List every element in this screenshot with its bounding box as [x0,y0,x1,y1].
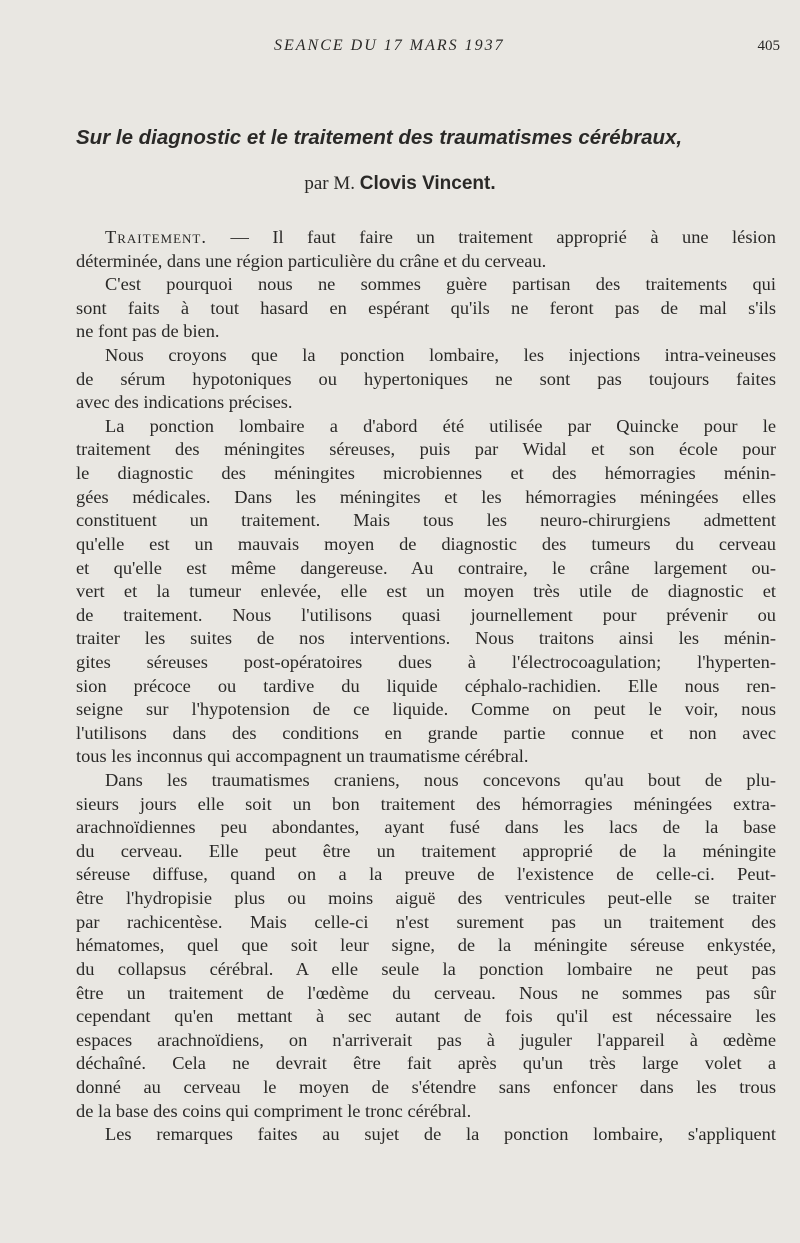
text-line: le diagnostic des méningites microbiennes et des hémorragies ménin- [76,463,776,484]
text-line: déchaîné. Cela ne devrait être fait après qu'un très large volet a [76,1053,776,1074]
text-line: être l'hydropisie plus ou moins aiguë des ventricules peut-elle se traiter [76,888,776,909]
text-line: traiter les suites de nos interventions. Nous traitons ainsi les ménin- [76,628,776,649]
author-name: Clovis Vincent. [359,173,496,194]
running-title: SEANCE DU 17 MARS 1937 [274,37,505,54]
text-line: l'utilisons dans des conditions en grande partie connue et non avec [76,722,776,743]
text-line: donné au cerveau le moyen de s'étendre sans enfoncer dans les trous [76,1076,776,1097]
text-line: de traitement. Nous l'utilisons quasi journellement pour prévenir ou [76,604,776,625]
text-line: traitement des méningites séreuses, puis par Widal et son école pour [76,439,776,460]
text-line: C'est pourquoi nous ne sommes guère partisan des traitements qui [105,274,776,295]
body-text [76,226,776,1147]
text-line: tous les inconnus qui accompagnent un traumatisme cérébral. [76,746,529,767]
text-line: gites séreuses post-opératoires dues à l'électrocoagulation; l'hyperten- [76,651,776,672]
text-line: du collapsus cérébral. A elle seule la ponction lombaire ne peut pas [76,958,776,979]
text-line: avec des indications précises. [76,392,293,413]
lead-text: — Il faut faire un traitement approprié à une lésion [206,227,776,247]
text-line: gées médicales. Dans les méningites et les hémorragies méningées elles [76,486,776,507]
section-label: Traitement. [105,227,207,247]
text-line: arachnoïdiennes peu abondantes, ayant fusé dans les lacs de la base [76,817,776,838]
text-line: Nous croyons que la ponction lombaire, les injections intra-veineuses [105,345,776,366]
text-line: déterminée, dans une région particulière du crâne et du cerveau. [76,250,547,271]
text-line: sieurs jours elle soit un bon traitement des hémorragies méningées extra- [76,793,776,814]
text-line: séreuse diffuse, quand on a la preuve de l'existence de celle-ci. Peut- [76,864,776,885]
text-line: vert et la tumeur enlevée, elle est un moyen très utile de diagnostic et [76,581,776,602]
text-line: et qu'elle est même dangereuse. Au contraire, le crâne largement ou- [76,557,776,578]
text-line: du cerveau. Elle peut être un traitement approprié de la méningite [76,840,776,861]
text-line: Les remarques faites au sujet de la ponction lombaire, s'appliquent [105,1124,776,1145]
text-line: constituent un traitement. Mais tous les neuro-chirurgiens admettent [76,510,776,531]
article-title: Sur le diagnostic et le traitement des traumatismes cérébraux, [76,126,683,149]
text-line: hématomes, quel que soit leur signe, de la méningite séreuse enkystée, [76,935,776,956]
text-line: ne font pas de bien. [76,321,220,342]
text-line: La ponction lombaire a d'abord été utilisée par Quincke pour le [105,415,776,436]
text-line: espaces arachnoïdiens, on n'arriverait pas à juguler l'appareil à œdème [76,1029,776,1050]
byline-prefix: par M. [304,173,356,194]
text-line: sont faits à tout hasard en espérant qu'ils ne feront pas de mal s'ils [76,297,776,318]
text-line: de la base des coins qui compriment le tronc cérébral. [76,1100,472,1121]
text-line: être un traitement de l'œdème du cerveau. Nous ne sommes pas sûr [76,982,776,1003]
byline [0,173,800,195]
text-line: par rachicentèse. Mais celle-ci n'est surement pas un traitement des [76,911,776,932]
text-line: cependant qu'en mettant à sec autant de fois qu'il est nécessaire les [76,1006,776,1027]
text-line: qu'elle est un mauvais moyen de diagnostic des tumeurs du cerveau [76,533,776,554]
text-line: seigne sur l'hypotension de ce liquide. Comme on peut le voir, nous [76,699,776,720]
text-line: sion précoce ou tardive du liquide céphalo-rachidien. Elle nous ren- [76,675,776,696]
page-number: 405 [757,38,780,54]
running-header [0,37,800,59]
text-line: de sérum hypotoniques ou hypertoniques ne sont pas toujours faites [76,368,776,389]
text-line [76,226,776,250]
text-line: Dans les traumatismes craniens, nous concevons qu'au bout de plu- [105,770,776,791]
